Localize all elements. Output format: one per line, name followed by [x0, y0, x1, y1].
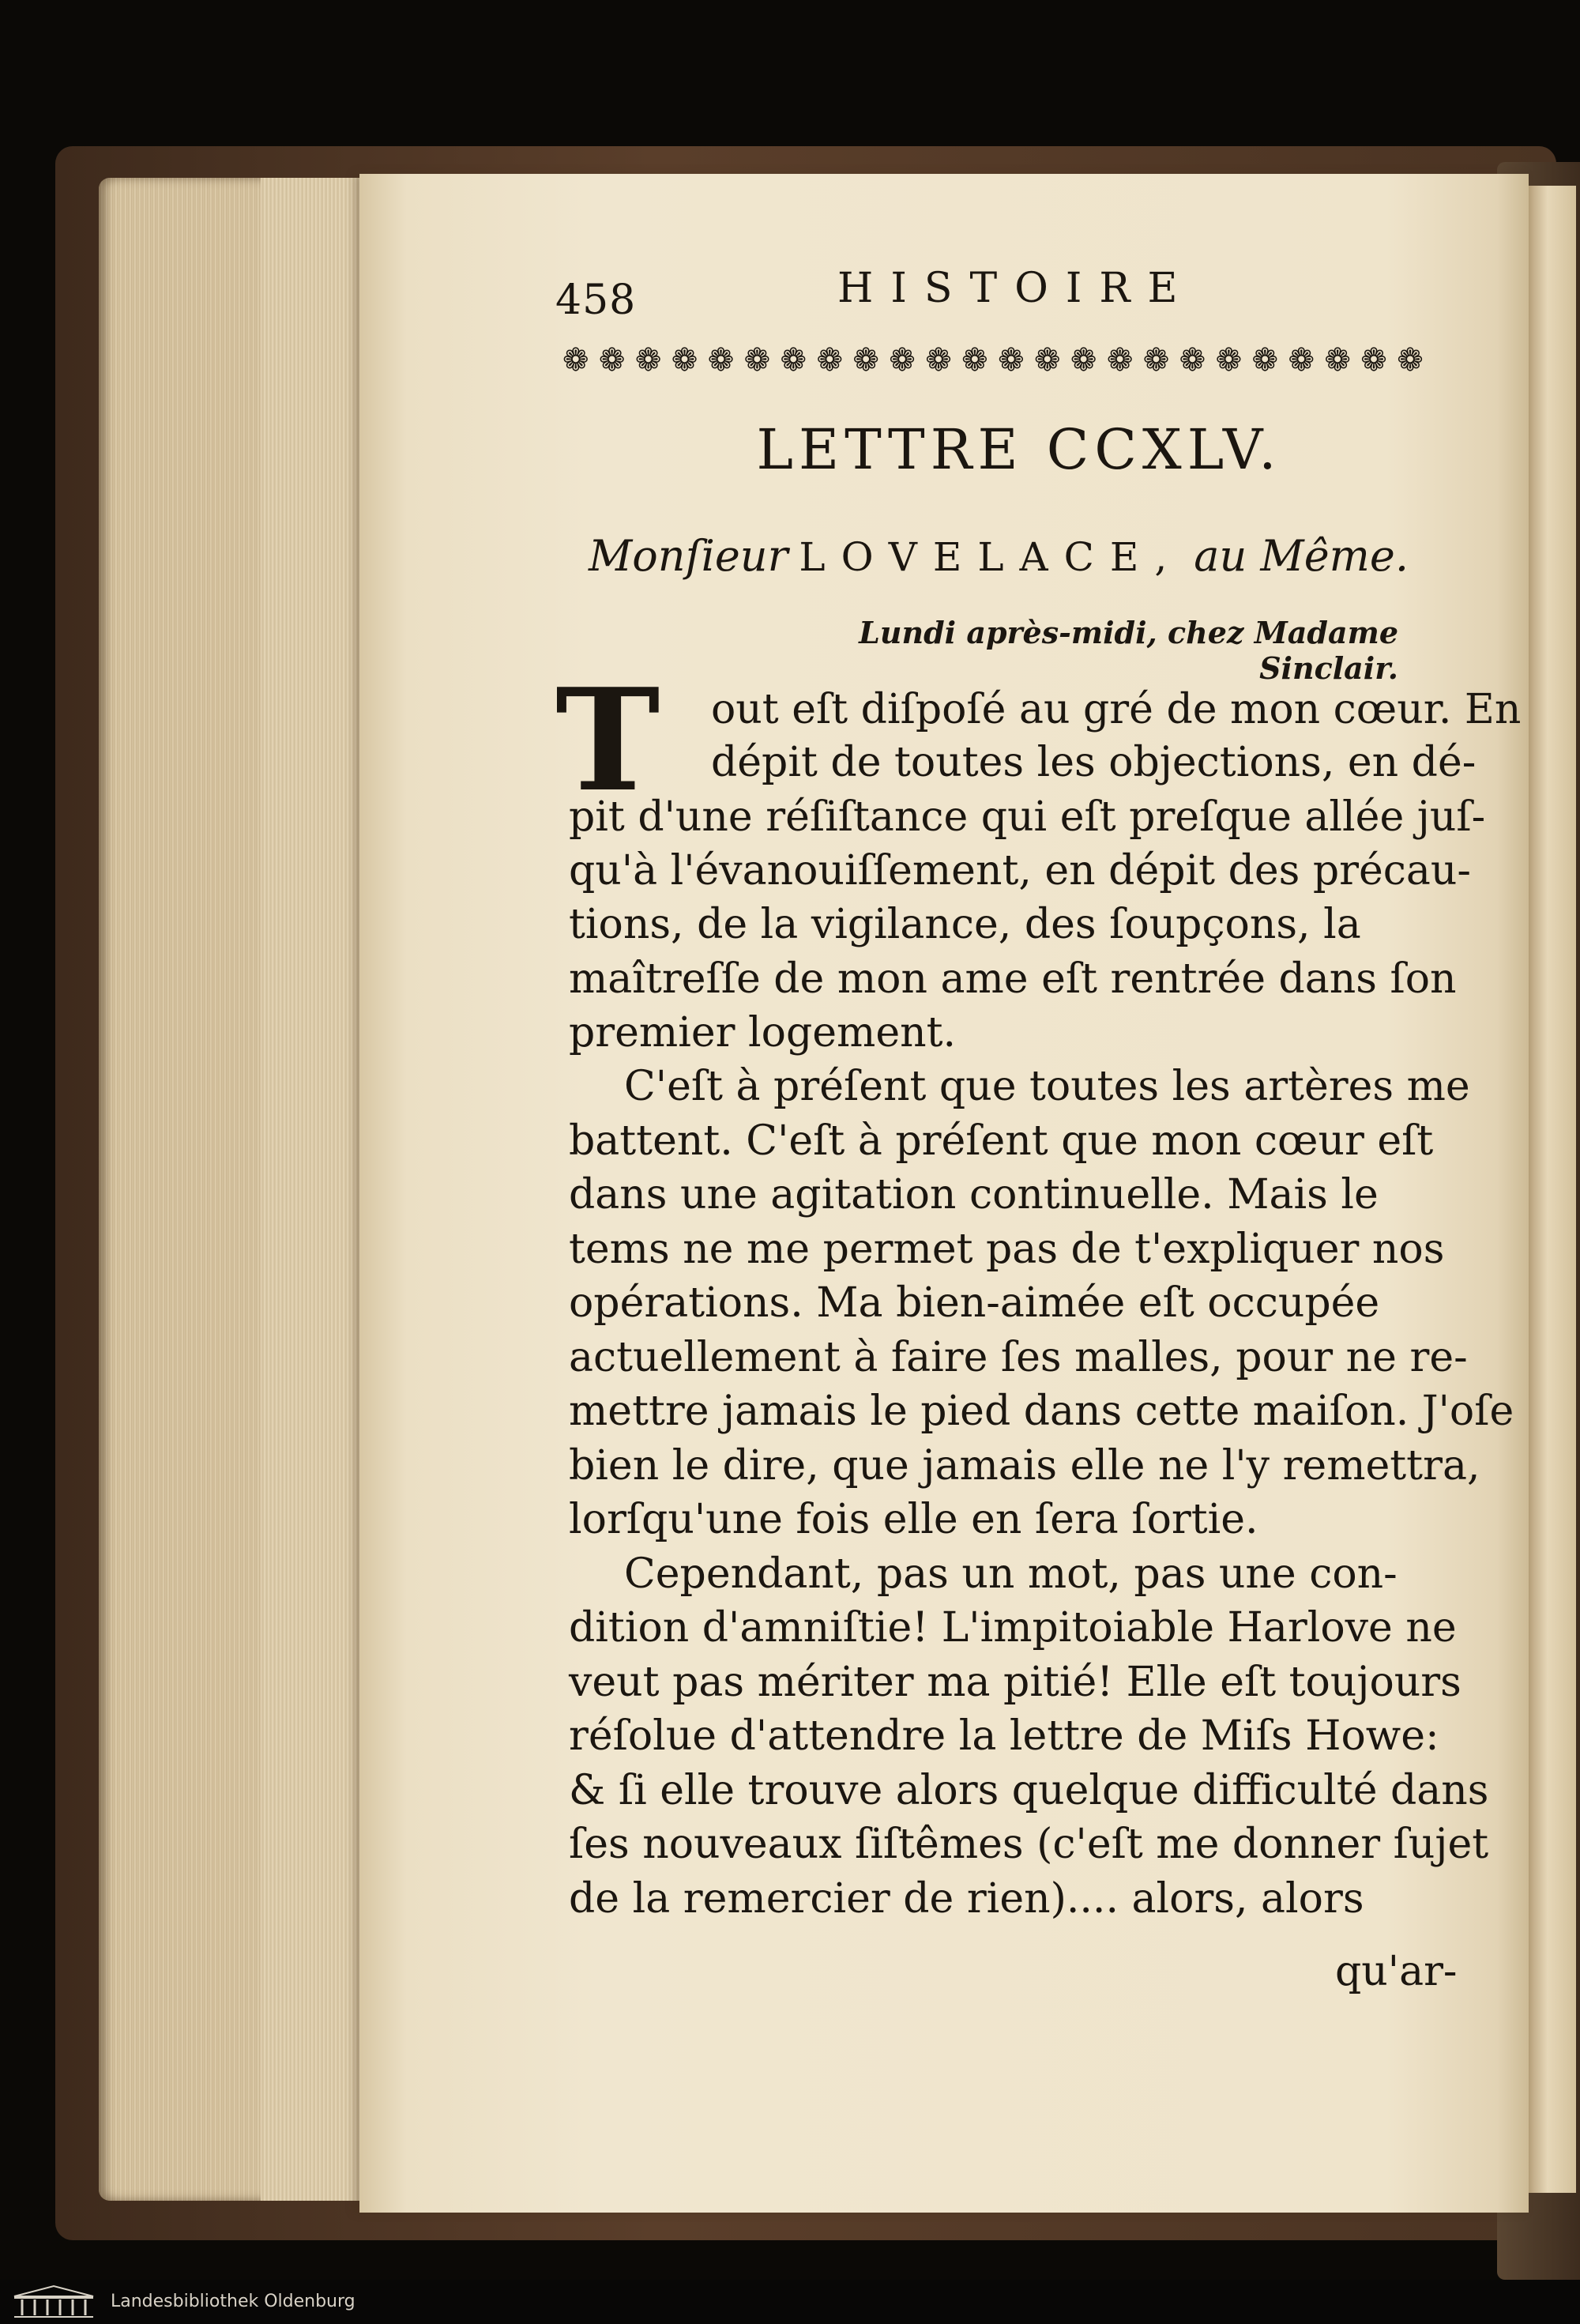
ornament-fleuron-icon: ❁: [1324, 342, 1351, 379]
salutation-suffix: au Même.: [1194, 531, 1409, 581]
body-line: veut pas mériter ma pitié! Elle eſt toujours: [569, 1659, 1462, 1706]
ornament-fleuron-icon: ❁: [1215, 342, 1243, 379]
ornament-fleuron-icon: ❁: [889, 342, 916, 379]
body-line: & ſi elle trouve alors quelque difficulté dans: [569, 1767, 1489, 1814]
ornament-fleuron-icon: ❁: [780, 342, 807, 379]
body-line: actuellement à faire ſes malles, pour ne re-: [569, 1334, 1468, 1381]
body-line: opérations. Ma bien-aimée eſt occupée: [569, 1279, 1380, 1327]
ornament-fleuron-icon: ❁: [816, 342, 843, 379]
ornament-fleuron-icon: ❁: [1288, 342, 1315, 379]
ornament-fleuron-icon: ❁: [1106, 342, 1134, 379]
ornament-fleuron-icon: ❁: [671, 342, 698, 379]
ornament-fleuron-icon: ❁: [998, 342, 1025, 379]
body-line: tems ne me permet pas de t'expliquer nos: [569, 1226, 1445, 1273]
salutation-prefix: Monſieur: [589, 531, 788, 581]
body-line: bien le dire, que jamais elle ne l'y remettra,: [569, 1442, 1480, 1490]
page-block-inner-edges: [261, 178, 371, 2201]
body-line: dépit de toutes les objections, en dé-: [711, 739, 1477, 786]
body-line: premier logement.: [569, 1009, 957, 1057]
body-line: out eſt diſpoſé au gré de mon cœur. En: [711, 686, 1522, 733]
ornament-fleuron-icon: ❁: [707, 342, 735, 379]
salutation-name: LOVELACE,: [799, 534, 1183, 580]
catchword: qu'ar-: [1335, 1948, 1458, 1995]
body-line: pit d'une réſiſtance qui eſt preſque allée juſ-: [569, 793, 1486, 841]
body-line: Cependant, pas un mot, pas une con-: [624, 1550, 1398, 1598]
running-head: HISTOIRE: [837, 265, 1195, 312]
letter-salutation: [589, 531, 1473, 581]
body-line: dans une agitation continuelle. Mais le: [569, 1171, 1379, 1218]
ornament-fleuron-icon: ❁: [598, 342, 626, 379]
letter-title: LETTRE CCXLV.: [756, 417, 1282, 482]
letter-dateline: Lundi après-midi, chez Madame Sinclair.: [859, 615, 1398, 686]
body-line: C'eſt à préſent que toutes les artères me: [624, 1063, 1470, 1110]
ornament-fleuron-icon: ❁: [961, 342, 988, 379]
facing-page-edge: [1529, 186, 1576, 2193]
ornament-fleuron-icon: ❁: [1179, 342, 1206, 379]
ornament-rule: [562, 338, 1424, 382]
ornament-fleuron-icon: ❁: [925, 342, 952, 379]
body-line: réſolue d'attendre la lettre de Miſs Howe:: [569, 1712, 1439, 1760]
body-line: maîtreſſe de mon ame eſt rentrée dans ſon: [569, 955, 1457, 1003]
ornament-fleuron-icon: ❁: [1251, 342, 1279, 379]
body-line: tions, de la vigilance, des ſoupçons, la: [569, 901, 1361, 948]
ornament-fleuron-icon: ❁: [1033, 342, 1061, 379]
body-line: dition d'amniſtie! L'impitoiable Harlove ne: [569, 1604, 1457, 1652]
ornament-fleuron-icon: ❁: [1070, 342, 1097, 379]
ornament-fleuron-icon: ❁: [1142, 342, 1170, 379]
body-line: qu'à l'évanouiſſement, en dépit des précau-: [569, 847, 1471, 895]
ornament-fleuron-icon: ❁: [1397, 342, 1424, 379]
body-line: de la remercier de rien).... alors, alors: [569, 1875, 1364, 1923]
body-line: lorſqu'une fois elle en ſera ſortie.: [569, 1496, 1258, 1543]
body-line: battent. C'eſt à préſent que mon cœur eſt: [569, 1117, 1434, 1165]
ornament-fleuron-icon: ❁: [852, 342, 879, 379]
library-name: Landesbibliothek Oldenburg: [111, 2292, 356, 2311]
ornament-fleuron-icon: ❁: [1360, 342, 1387, 379]
body-line: ſes nouveaux ſiſtêmes (c'eſt me donner ſujet: [569, 1821, 1489, 1868]
ornament-fleuron-icon: ❁: [743, 342, 771, 379]
page-number: 458: [555, 277, 637, 324]
ornament-fleuron-icon: ❁: [562, 342, 589, 379]
library-building-icon: [11, 2284, 96, 2320]
drop-cap: T: [555, 657, 660, 823]
ornament-fleuron-icon: ❁: [634, 342, 662, 379]
body-line: mettre jamais le pied dans cette maiſon. J'oſe: [569, 1388, 1514, 1435]
